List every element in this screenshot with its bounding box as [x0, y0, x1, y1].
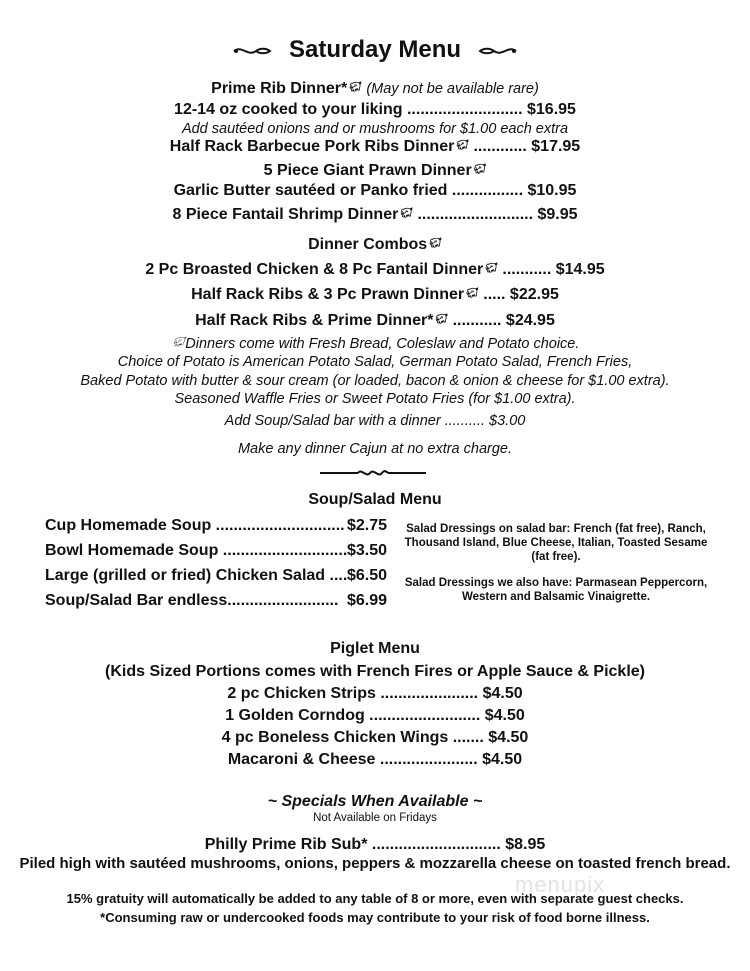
page-title: [0, 36, 750, 65]
prime-rib-price-line: 12-14 oz cooked to your liking .......................... $16.95: [174, 101, 576, 118]
prawn-dinner-title: 5 Piece Giant Prawn Dinner 🐖︎: [263, 162, 487, 179]
piglet-subtitle: (Kids Sized Portions comes with French Fires or Apple Sauce & Pickle): [105, 663, 645, 680]
dinner-pig-icon: 🐖︎: [456, 140, 470, 151]
dinner-pig-icon: 🐖︎: [485, 263, 498, 274]
dinner-pig-icon: 🐖︎: [435, 314, 449, 325]
combo-2: Half Rack Ribs & 3 Pc Prawn Dinner 🐖︎ ..... $22.95: [191, 286, 559, 303]
combo-1: 2 Pc Broasted Chicken & 8 Pc Fantail Dinner 🐖︎ ........... $14.95: [145, 261, 605, 278]
left-ornament-icon: [232, 37, 272, 65]
gratuity-note: 15% gratuity will automatically be added to any table of 8 or more, even with separate guest checks.: [66, 891, 684, 906]
watermark-logo: menupix: [515, 872, 606, 897]
specials-description: Piled high with sautéed mushrooms, onions, peppers & mozzarella cheese on toasted french bread.: [19, 855, 731, 872]
prime-rib-extra: Add sautéed onions and or mushrooms for $1.00 each extra: [181, 121, 569, 137]
soup-item: Large (grilled or fried) Chicken Salad .... $6.50: [45, 567, 388, 584]
ribs-dinner: Half Rack Barbecue Pork Ribs Dinner 🐖︎ ............ $17.95: [169, 138, 581, 155]
prime-rib-heading: Prime Rib Dinner* 🐖︎ (May not be available rare): [211, 80, 539, 97]
piglet-title: Piglet Menu: [330, 640, 420, 657]
specials-subtitle: Not Available on Fridays: [313, 812, 437, 824]
combos-heading: Dinner Combos 🐖︎: [308, 236, 442, 253]
notes-line-6: Make any dinner Cajun at no extra charge.: [237, 441, 513, 457]
salad-dressings-note: Salad Dressings on salad bar: French (fat free), Ranch, Thousand Island, Blue Cheese, Italian, Toasted Sesame (fat free).: [404, 523, 708, 563]
specials-title: ~ Specials When Available ~: [267, 793, 483, 810]
piglet-item: 1 Golden Corndog ......................... $4.50: [225, 707, 525, 724]
soup-salad-title: Soup/Salad Menu: [308, 491, 442, 508]
raw-food-warning: *Consuming raw or undercooked foods may contribute to your risk of food borne illness.: [100, 910, 650, 925]
piglet-item: 4 pc Boneless Chicken Wings ....... $4.50: [221, 729, 529, 746]
dinner-pig-icon: 🐖︎: [429, 238, 442, 249]
combo-3: Half Rack Ribs & Prime Dinner* 🐖︎ ........... $24.95: [195, 312, 555, 329]
dinner-pig-icon: 🐖︎: [400, 208, 414, 219]
menu-title: Saturday Menu: [288, 36, 462, 63]
specials-item: Philly Prime Rib Sub* ............................. $8.95: [204, 836, 546, 853]
shrimp-dinner: 8 Piece Fantail Shrimp Dinner 🐖︎ .......................... $9.95: [172, 206, 578, 223]
dinner-pig-icon: 🐖︎: [172, 337, 186, 348]
notes-line-3: Baked Potato with butter & sour cream (or loaded, bacon & onion & cheese for $1.00 extra).: [80, 373, 670, 389]
prawn-dinner-line: Garlic Butter sautéed or Panko fried ................ $10.95: [173, 182, 577, 199]
dinner-pig-icon: 🐖︎: [349, 82, 362, 93]
soup-item: Cup Homemade Soup ............................. $2.75: [45, 517, 388, 534]
piglet-item: 2 pc Chicken Strips ...................... $4.50: [227, 685, 523, 702]
right-ornament-icon: [478, 37, 518, 65]
notes-line-5: Add Soup/Salad bar with a dinner .......... $3.00: [224, 413, 526, 429]
salad-dressings-extra: Salad Dressings we also have: Parmasean Peppercorn, Western and Balsamic Vinaigrette.: [404, 577, 708, 603]
soup-item: Soup/Salad Bar endless......................... $6.99: [45, 592, 388, 609]
notes-line-4: Seasoned Waffle Fries or Sweet Potato Fries (for $1.00 extra).: [174, 391, 576, 407]
piglet-item: Macaroni & Cheese ...................... $4.50: [227, 751, 523, 768]
dinner-pig-icon: 🐖︎: [473, 164, 487, 175]
notes-line-2: Choice of Potato is American Potato Salad, German Potato Salad, French Fries,: [117, 354, 633, 370]
notes-line-1: 🐖︎Dinners come with Fresh Bread, Coleslaw and Potato choice.: [172, 336, 580, 352]
soup-item: Bowl Homemade Soup ............................ $3.50: [45, 542, 388, 559]
divider-ornament-icon: [318, 466, 428, 485]
dinner-pig-icon: 🐖︎: [466, 288, 479, 299]
